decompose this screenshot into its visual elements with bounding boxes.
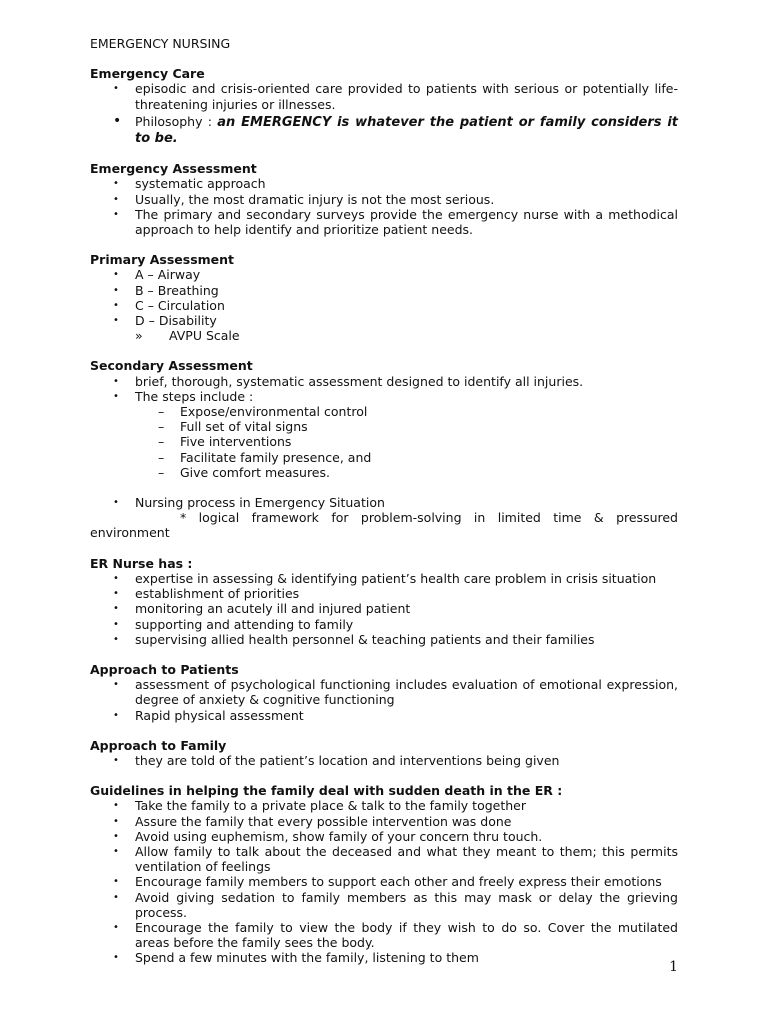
section-primary-assessment (90, 252, 678, 343)
list-item: • expertise in assessing & identifying patient’s health care problem in crisis situation (90, 571, 678, 586)
list-item: • supporting and attending to family (90, 617, 678, 632)
section-heading: Approach to Family (90, 737, 227, 753)
nursing-process-note-tail: environment (90, 525, 170, 541)
list-item: • C – Circulation (90, 298, 678, 313)
document-title: EMERGENCY NURSING (90, 36, 231, 51)
list-item: • assessment of psychological functioning includes evaluation of emotional expression, degree of anxiety & cognitive functioning (90, 677, 678, 707)
nursing-process-note: * logical framework for problem-solving in limited time & pressured (180, 510, 678, 526)
list-item: • Avoid using euphemism, show family of your concern thru touch. (90, 829, 678, 844)
section-guidelines (90, 783, 678, 965)
section-er-nurse (90, 556, 678, 647)
list-item: • episodic and crisis-oriented care provided to patients with serious or potentially life-threatening injuries or illnesses. (90, 81, 678, 111)
list-item: • Spend a few minutes with the family, listening to them (90, 950, 678, 965)
sub-list-item: – Expose/environmental control (90, 404, 678, 419)
section-emergency-care (90, 66, 678, 146)
list-item: • Avoid giving sedation to family members as this may mask or delay the grieving process. (90, 890, 678, 920)
section-secondary-assessment (90, 358, 678, 540)
section-emergency-assessment (90, 161, 678, 237)
list-item: • Assure the family that every possible intervention was done (90, 814, 678, 829)
bullet-list (90, 374, 678, 480)
list-item: • B – Breathing (90, 283, 678, 298)
list-item: • monitoring an acutely ill and injured patient (90, 601, 678, 616)
section-heading: ER Nurse has : (90, 555, 193, 571)
section-heading: Emergency Assessment (90, 161, 257, 177)
sub-list-item: – Five interventions (90, 434, 678, 449)
document-page (90, 36, 678, 981)
bullet-list (90, 495, 678, 510)
list-item: • establishment of priorities (90, 586, 678, 601)
sub-list-item: » AVPU Scale (90, 328, 678, 343)
list-item: • Rapid physical assessment (90, 708, 678, 723)
list-item: • supervising allied health personnel & teaching patients and their families (90, 632, 678, 647)
section-heading: Emergency Care (90, 66, 205, 82)
list-item: • Usually, the most dramatic injury is not the most serious. (90, 192, 678, 207)
list-item: • Nursing process in Emergency Situation (90, 495, 678, 510)
bullet-list (90, 753, 678, 768)
list-item: • brief, thorough, systematic assessment designed to identify all injuries. (90, 374, 678, 389)
bullet-list (90, 677, 678, 723)
bullet-list (90, 267, 678, 343)
list-item: • systematic approach (90, 176, 678, 191)
list-item: • D – Disability (90, 313, 678, 328)
sub-list-item: – Facilitate family presence, and (90, 450, 678, 465)
list-item: • they are told of the patient’s location and interventions being given (90, 753, 678, 768)
bullet-list (90, 81, 678, 146)
list-item: • Encourage family members to support each other and freely express their emotions (90, 874, 678, 889)
list-item: • A – Airway (90, 267, 678, 282)
bullet-list (90, 571, 678, 647)
list-item: • Allow family to talk about the deceased and what they meant to them; this permits ventilation of feelings (90, 844, 678, 874)
list-item: • Encourage the family to view the body if they wish to do so. Cover the mutilated areas before the family sees the body. (90, 920, 678, 950)
philosophy-text: an EMERGENCY is whatever the patient or family considers it to be. (135, 114, 679, 147)
sub-list-item: – Give comfort measures. (90, 465, 678, 480)
section-heading: Primary Assessment (90, 252, 235, 268)
section-approach-patients (90, 662, 678, 723)
list-item-philosophy (90, 114, 678, 146)
page-number: 1 (669, 959, 678, 975)
bullet-list (90, 176, 678, 237)
list-item: • The steps include : (90, 389, 678, 404)
list-item: • The primary and secondary surveys provide the emergency nurse with a methodical approach to help identify and prioritize patient needs. (90, 207, 678, 237)
bullet-list (90, 798, 678, 965)
sub-list-item: – Full set of vital signs (90, 419, 678, 434)
section-heading: Guidelines in helping the family deal with sudden death in the ER : (90, 783, 563, 799)
list-item: • Take the family to a private place & talk to the family together (90, 798, 678, 813)
section-heading: Secondary Assessment (90, 358, 253, 374)
section-heading: Approach to Patients (90, 661, 239, 677)
philosophy-label: Philosophy : (135, 113, 212, 129)
section-approach-family (90, 738, 678, 768)
